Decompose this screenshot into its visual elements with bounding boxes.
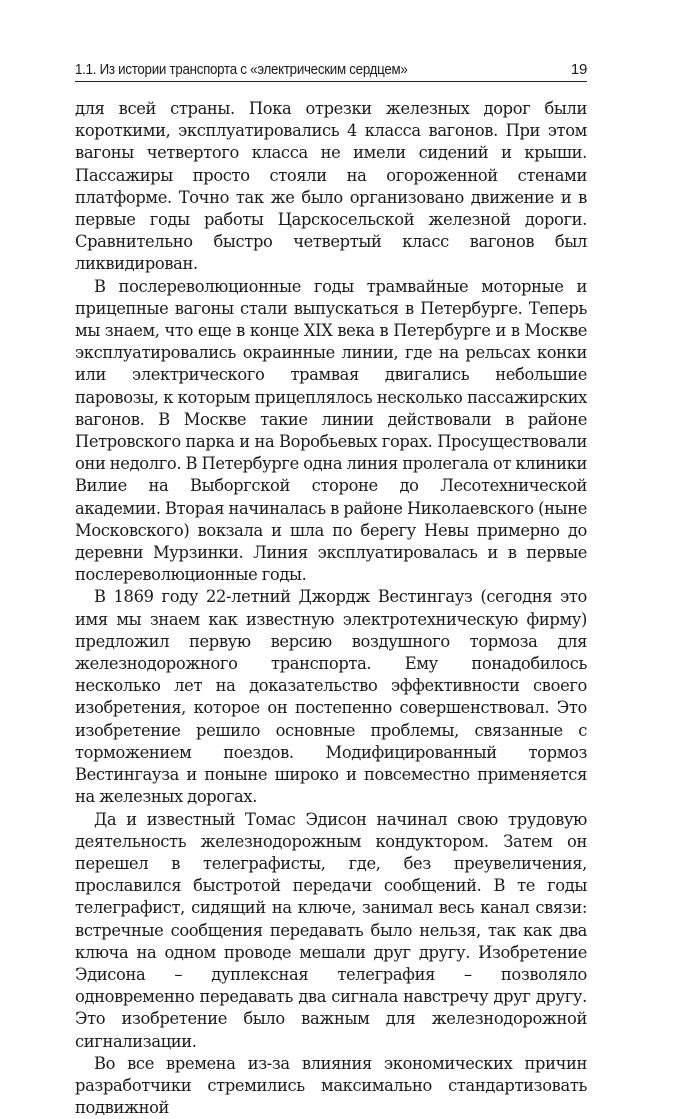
paragraph: для всей страны. Пока отрезки железных дорог были короткими, эксплуатировались 4 класса вагонов. При этом вагоны четвертого класса не имели сидений и крыши. Пассажиры просто стояли на огороженной стенами платформе. Точно так же было организовано движение и в первые годы работы Царскосельской железной дороги. Сравнительно быстро четвертый класс вагонов был ликвидирован. [75,99,587,274]
header-title: 1.1. Из истории транспорта с «электрическим сердцем» [75,62,408,78]
paragraph: Во все времена из-за влияния экономических причин разработчики стремились максимально стандартизовать подвижной [75,1053,587,1118]
paragraph: Да и известный Томас Эдисон начинал свою трудовую деятельность железнодорожным кондуктором. Затем он перешел в телеграфисты, где, без преувеличения, прославился быстротой передачи сообщений. В те годы телеграфист, сидящий на ключе, занимал весь канал связи: встречные сообщения передавать было нельзя, так как два ключа на одном проводе мешали друг другу. Изобретение Эдисона – дуплексная телеграфия – позволяло одновременно передавать два сигнала навстречу друг другу. Это изобретение было важным для железнодорожной сигнализации. [75,809,587,1051]
page-number: 19 [570,61,587,78]
paragraph: В послереволюционные годы трамвайные моторные и прицепные вагоны стали выпускаться в Петербурге. Теперь мы знаем, что еще в конце XIX века в Петербурге и в Москве эксплуатировались окраинные линии, где на рельсах конки или электрического трамвая двигались небольшие паровозы, к которым прицеплялось несколько пассажирских вагонов. В Москве такие линии действовали в районе Петровского парка и на Воробьевых горах. Просуществовали они недолго. В Петербурге одна линия пролегала от клиники Вилие на Выборгской стороне до Лесотехнической академии. Вторая начиналась в районе Николаевского (ныне Московского) вокзала и шла по берегу Невы примерно до деревни Мурзинки. Линия эксплуатировалась и в первые послереволюционные годы. [75,276,587,585]
paragraph: В 1869 году 22-летний Джордж Вестингауз (сегодня это имя мы знаем как известную электротехническую фирму) предложил первую версию воздушного тормоза для железнодорожного транспорта. Ему понадобилось несколько лет на доказательство эффективности своего изобретения, которое он постепенно совершенствовал. Это изобретение решило основные проблемы, связанные с торможением поездов. Модифицированный тормоз Вестингауза и поныне широко и повсеместно применяется на железных дорогах. [75,587,587,807]
body-text [75,98,587,1119]
running-header [75,58,587,82]
